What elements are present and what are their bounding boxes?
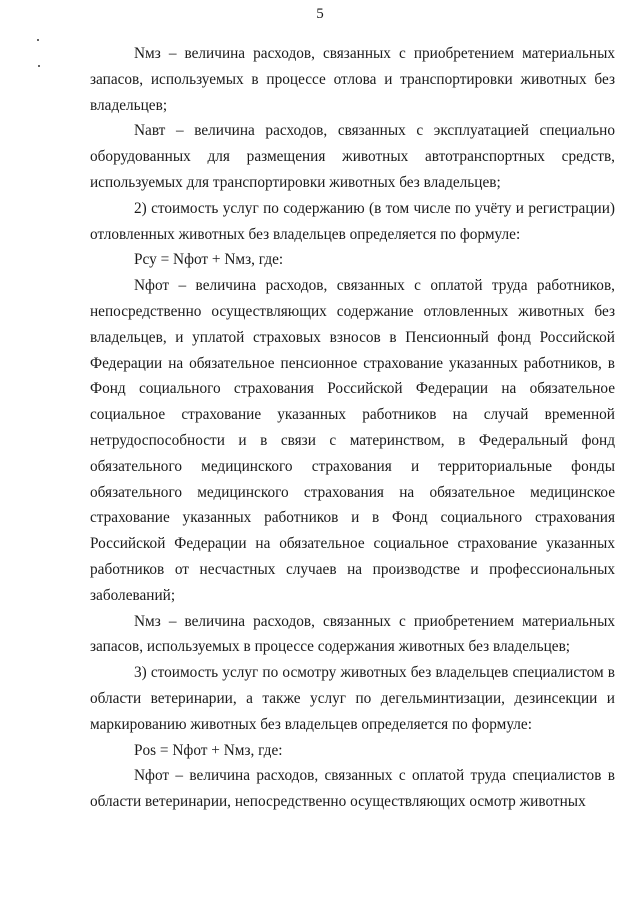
formula-psu: Pсу = Nфот + Nмз, где: [134,251,284,269]
paragraph-nmz-definition-2: Nмз – величина расходов, связанных с приобретением материальных запасов, используемых в процессе содержания животных без владельцев; [90,612,615,656]
paragraph-navt-definition: Nавт – величина расходов, связанных с эксплуатацией специально оборудованных для размещения животных автотранспортных средств, используемых для транспортировки животных без владельцев; [90,122,615,191]
margin-mark [38,65,40,67]
page-number: 5 [316,6,324,22]
paragraph-nmz-definition: Nмз – величина расходов, связанных с приобретением материальных запасов, используемых в процессе отлова и транспортировки животных без владельцев; [90,45,615,114]
document-body [90,41,615,815]
formula-pos: Pos = Nфот + Nмз, где: [134,741,283,759]
paragraph-nfot-definition-2: Nфот – величина расходов, связанных с оплатой труда специалистов в области ветеринарии, непосредственно осуществляющих осмотр животных [90,767,615,811]
margin-mark [37,39,39,41]
paragraph-item-2: 2) стоимость услуг по содержанию (в том числе по учёту и регистрации) отловленных животных без владельцев определяется по формуле: [90,199,615,243]
paragraph-item-3: 3) стоимость услуг по осмотру животных без владельцев специалистом в области ветеринарии, а также услуг по дегельминтизации, дезинсекции и маркированию животных без владельцев определяется по формуле: [90,664,615,733]
paragraph-nfot-definition: Nфот – величина расходов, связанных с оплатой труда работников, непосредственно осуществляющих содержание отловленных животных без владельцев, и уплатой страховых взносов в Пенсионный фонд Российской Федерации на обязательное пенсионное страхование указанных работников, в Фонд социального страхования Российской Федерации на обязательное социальное страхование указанных работников на случай временной нетрудоспособности и в связи с материнством, в Федеральный фонд обязательного медицинского страхования и территориальные фонды обязательного медицинского страхования на обязательное медицинское страхование указанных работников и в Фонд социального страхования Российской Федерации на обязательное социальное страхование указанных работников от несчастных случаев на производстве и профессиональных заболеваний; [90,277,615,604]
